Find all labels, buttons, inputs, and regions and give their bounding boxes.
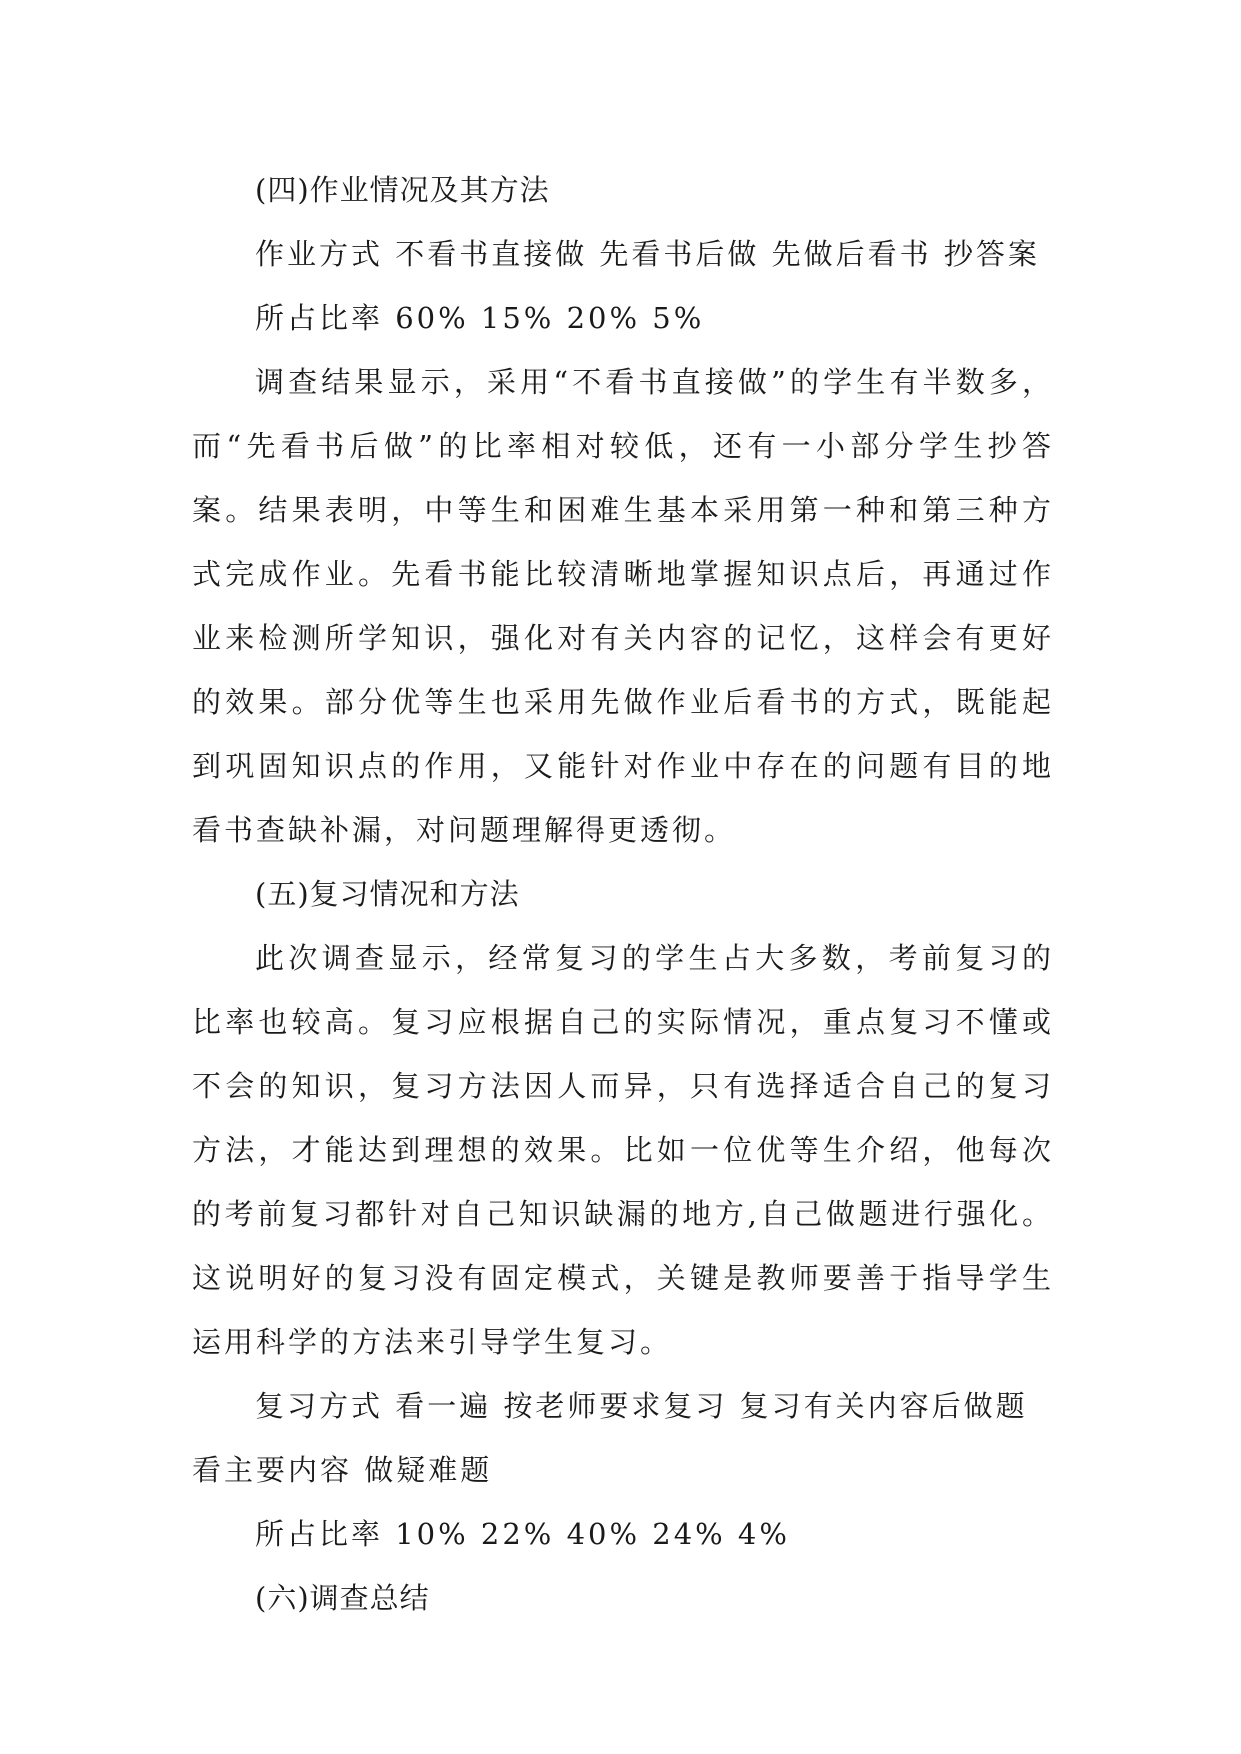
homework-analysis-paragraph: 调查结果显示，采用“不看书直接做”的学生有半数多，而“先看书后做”的比率相对较低，还有一小部分学生抄答案。结果表明，中等生和困难生基本采用第一种和第三种方式完成作业。先看书能比较清晰地掌握知识点后，再通过作业来检测所学知识，强化对有关内容的记忆，这样会有更好的效果。部分优等生也采用先做作业后看书的方式，既能起到巩固知识点的作用，又能针对作业中存在的问题有目的地看书查缺补漏，对问题理解得更透彻。 [192, 365, 1054, 847]
section-heading-homework: (四)作业情况及其方法 [255, 173, 550, 207]
document-body [192, 158, 1054, 1630]
section-heading-review: (五)复习情况和方法 [255, 877, 520, 911]
review-rates-row: 所占比率 10% 22% 40% 24% 4% [255, 1517, 790, 1551]
homework-rates-row: 所占比率 60% 15% 20% 5% [255, 301, 705, 335]
review-methods-row: 复习方式 看一遍 按老师要求复习 复习有关内容后做题 看主要内容 做疑难题 [192, 1389, 1028, 1487]
section-heading-summary: (六)调查总结 [255, 1581, 430, 1615]
homework-methods-row: 作业方式 不看书直接做 先看书后做 先做后看书 抄答案 [255, 237, 1040, 271]
review-analysis-paragraph: 此次调查显示，经常复习的学生占大多数，考前复习的比率也较高。复习应根据自己的实际情况，重点复习不懂或不会的知识，复习方法因人而异，只有选择适合自己的复习方法，才能达到理想的效果。比如一位优等生介绍，他每次的考前复习都针对自己知识缺漏的地方,自己做题进行强化。这说明好的复习没有固定模式，关键是教师要善于指导学生运用科学的方法来引导学生复习。 [192, 941, 1054, 1359]
